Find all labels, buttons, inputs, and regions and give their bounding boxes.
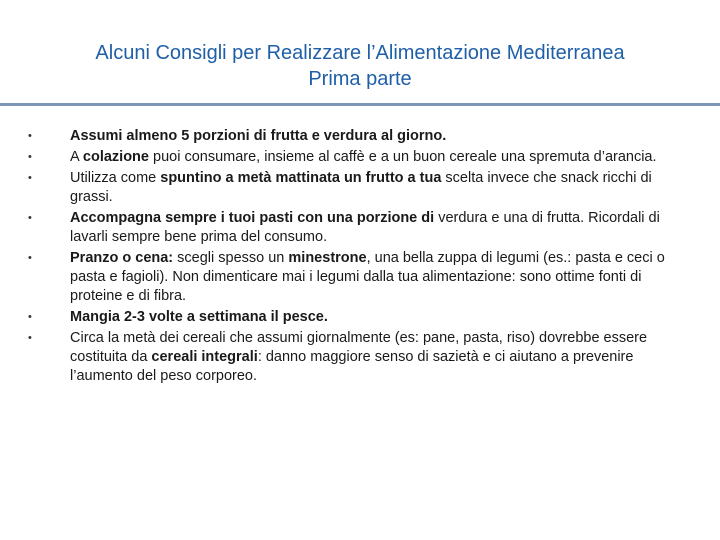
title-line-1: Alcuni Consigli per Realizzare l’Alimentazione Mediterranea (95, 42, 625, 64)
bullet-text-bold: spuntino a metà mattinata un frutto a tua (160, 170, 442, 186)
bullet-icon: • (28, 130, 32, 142)
bullet-text-bold: colazione (82, 149, 149, 165)
bullet-text: scegli spesso un (173, 250, 289, 266)
title-line-2: Prima parte (308, 68, 412, 90)
bullet-text: scelta invece che snack ricchi di grassi. (70, 170, 652, 205)
bullet-text: Assumi almeno 5 porzioni di frutta e verdura al giorno. (70, 128, 447, 144)
bullet-icon: • (28, 172, 32, 184)
bullet-text-bold: Mangia 2-3 volte a settimana il pesce. (70, 309, 328, 325)
bullet-item (28, 308, 688, 327)
bullet-text: Utilizza come (70, 170, 161, 186)
bullet-icon: • (28, 311, 32, 323)
bullet-item (28, 127, 688, 146)
bullet-item (28, 148, 688, 167)
bullet-text: A (70, 149, 83, 165)
bullet-item (28, 249, 688, 306)
bullet-item (28, 209, 688, 247)
bullet-text: Circa la metà dei cereali che assumi giornalmente (es: pane, pasta, riso) dovrebbe essere costituita da (70, 330, 648, 365)
bullet-icon: • (28, 252, 32, 264)
bullet-text: verdura e una di frutta. Ricordali di lavarli sempre bene prima del consumo. (70, 210, 660, 245)
title-divider (0, 103, 720, 106)
bullet-text: , una bella zuppa di legumi (es.: pasta e ceci o pasta e fagioli). Non dimenticare mai i legumi dalla tua alimentazione: sono ottime fonti di proteine e di fibra. (70, 250, 665, 304)
bullet-list (28, 127, 688, 388)
slide-title (20, 40, 700, 92)
bullet-text: : danno maggiore senso di sazietà e ci aiutano a prevenire l’aumento del peso corporeo. (70, 349, 634, 384)
bullet-text-bold: Pranzo o cena: (70, 250, 174, 266)
bullet-item (28, 169, 688, 207)
bullet-text-bold: cereali integrali (151, 349, 258, 365)
bullet-icon: • (28, 212, 32, 224)
bullet-text: puoi consumare, insieme al caffè e a un buon cereale una spremuta d’arancia. (148, 149, 657, 165)
bullet-icon: • (28, 151, 32, 163)
bullet-icon: • (28, 332, 32, 344)
bullet-item (28, 329, 688, 386)
bullet-text-bold: Accompagna sempre i tuoi pasti con una porzione di (70, 210, 435, 226)
bullet-text-bold: minestrone (288, 250, 367, 266)
